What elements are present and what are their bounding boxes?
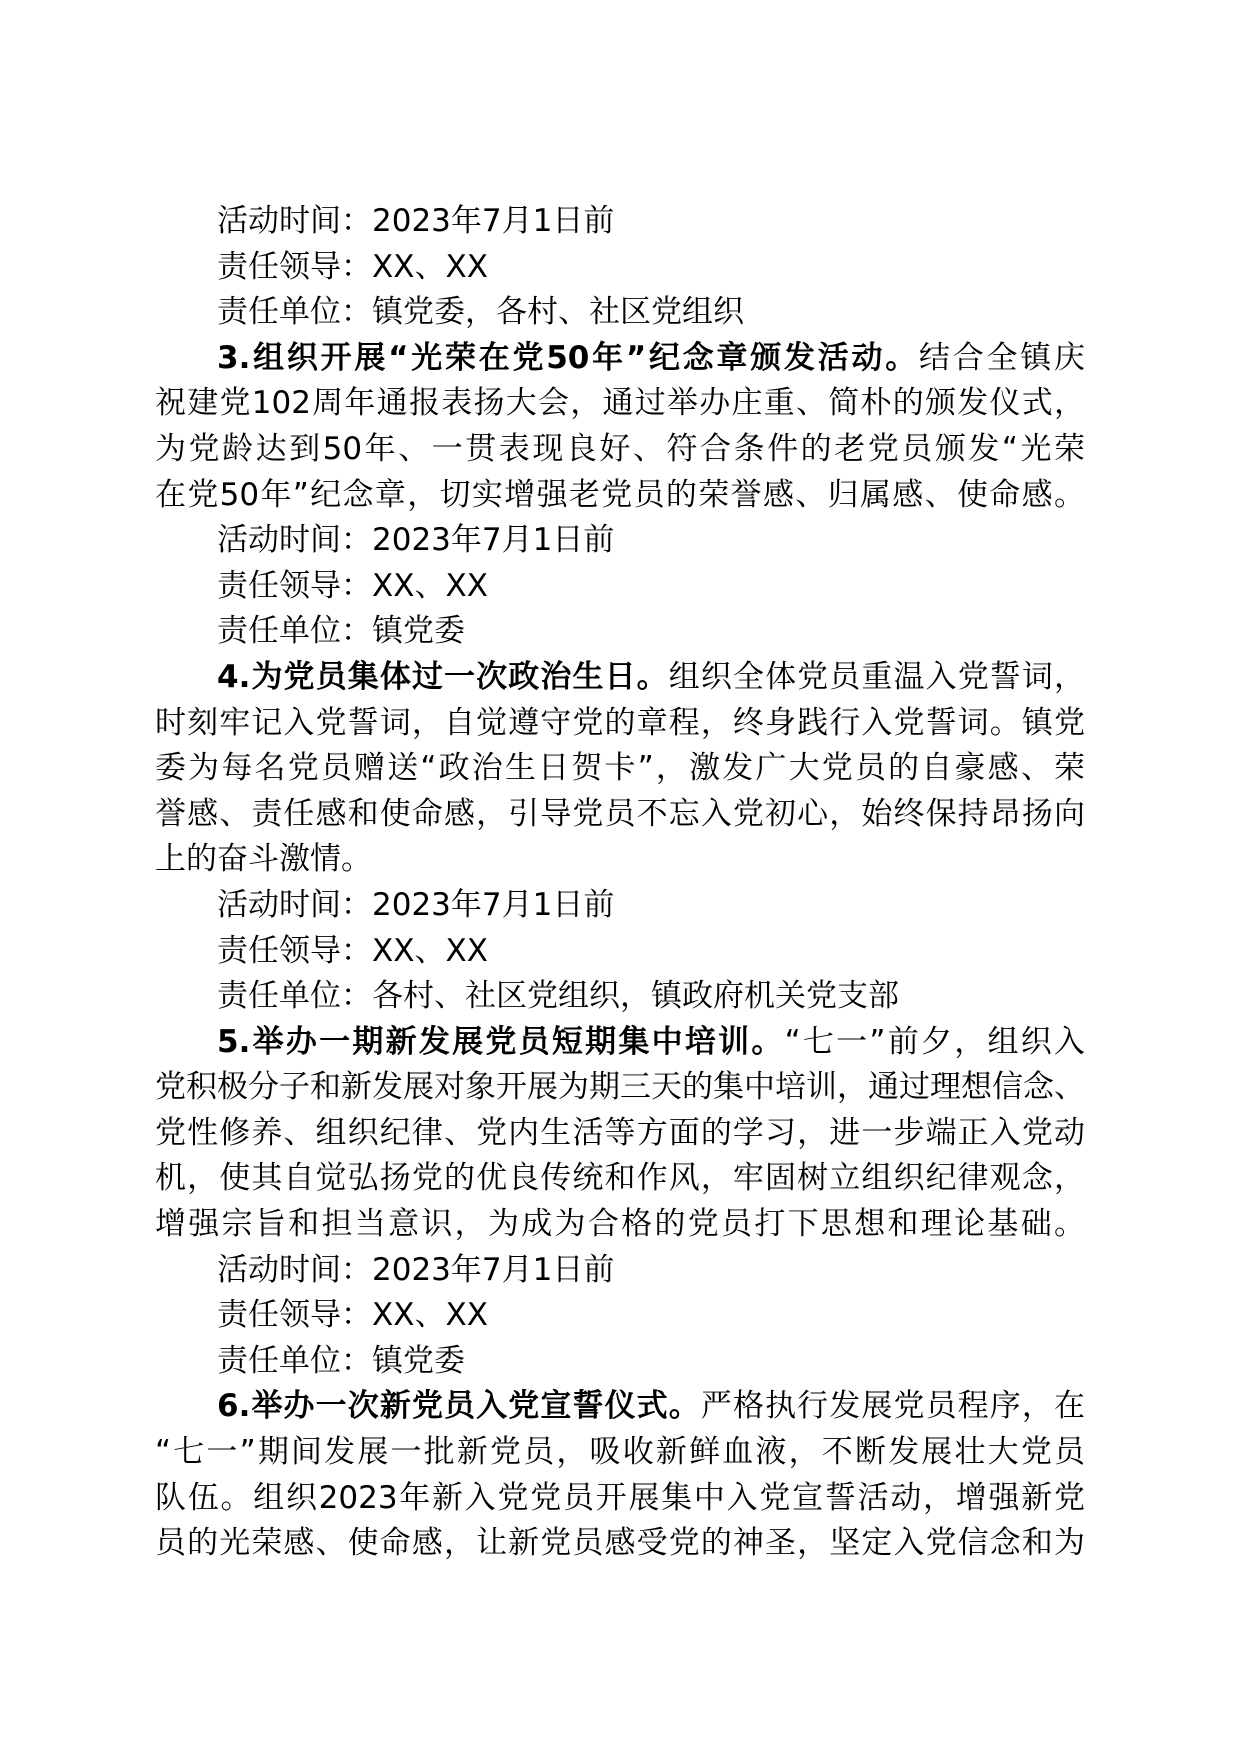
item-3-title: 3.组织开展“光荣在党50年”纪念章颁发活动。 [217, 339, 919, 376]
paragraph-line: 在党50年”纪念章，切实增强老党员的荣誉感、归属感、使命感。 [155, 476, 1085, 513]
responsible-unit: 责任单位：镇党委 [217, 613, 465, 650]
paragraph-line: “七一”期间发展一批新党员，吸收新鲜血液，不断发展壮大党员 [155, 1434, 1085, 1471]
paragraph-line: 机，使其自觉弘扬党的优良传统和作风，牢固树立组织纪律观念， [155, 1160, 1085, 1197]
item-3-first-line: 3.组织开展“光荣在党50年”纪念章颁发活动。结合全镇庆 [217, 339, 1086, 376]
responsible-leader: 责任领导：XX、XX [217, 932, 488, 969]
document-page [155, 199, 1085, 1567]
responsible-leader: 责任领导：XX、XX [217, 248, 488, 285]
paragraph-line: 祝建党102周年通报表扬大会，通过举办庄重、简朴的颁发仪式， [155, 385, 1085, 422]
responsible-leader: 责任领导：XX、XX [217, 567, 488, 604]
activity-time: 活动时间：2023年7月1日前 [217, 1251, 615, 1288]
item-4-title: 4.为党员集体过一次政治生日。 [217, 658, 669, 695]
activity-time: 活动时间：2023年7月1日前 [217, 203, 615, 239]
item-5-title: 5.举办一期新发展党员短期集中培训。 [217, 1023, 785, 1060]
activity-time: 活动时间：2023年7月1日前 [217, 886, 615, 923]
paragraph-line: 党积极分子和新发展对象开展为期三天的集中培训，通过理想信念、 [155, 1069, 1085, 1106]
item-6-title: 6.举办一次新党员入党宣誓仪式。 [217, 1388, 701, 1425]
paragraph-line: 上的奋斗激情。 [155, 841, 372, 878]
item-5-first-line: 5.举办一期新发展党员短期集中培训。“七一”前夕，组织入 [217, 1023, 1085, 1060]
responsible-unit: 责任单位：各村、社区党组织，镇政府机关党支部 [217, 978, 899, 1015]
item-6-first-line: 6.举办一次新党员入党宣誓仪式。严格执行发展党员程序，在 [217, 1388, 1085, 1425]
paragraph-line: 为党龄达到50年、一贯表现良好、符合条件的老党员颁发“光荣 [155, 430, 1085, 467]
paragraph-line: 委为每名党员赠送“政治生日贺卡”，激发广大党员的自豪感、荣 [155, 750, 1085, 787]
paragraph-line: 党性修养、组织纪律、党内生活等方面的学习，进一步端正入党动 [155, 1114, 1085, 1151]
paragraph-line: 誉感、责任感和使命感，引导党员不忘入党初心，始终保持昂扬向 [155, 795, 1085, 832]
paragraph-line: 时刻牢记入党誓词，自觉遵守党的章程，终身践行入党誓词。镇党 [155, 704, 1085, 741]
activity-time: 活动时间：2023年7月1日前 [217, 522, 615, 559]
responsible-unit: 责任单位：镇党委，各村、社区党组织 [217, 294, 744, 331]
responsible-unit: 责任单位：镇党委 [217, 1342, 465, 1379]
responsible-leader: 责任领导：XX、XX [217, 1297, 488, 1334]
paragraph-line: 增强宗旨和担当意识，为成为合格的党员打下思想和理论基础。 [155, 1206, 1085, 1243]
paragraph-line: 队伍。组织2023年新入党党员开展集中入党宣誓活动，增强新党 [155, 1479, 1085, 1516]
item-4-first-line: 4.为党员集体过一次政治生日。组织全体党员重温入党誓词， [217, 658, 1085, 695]
paragraph-line: 员的光荣感、使命感，让新党员感受党的神圣，坚定入党信念和为 [155, 1525, 1085, 1562]
